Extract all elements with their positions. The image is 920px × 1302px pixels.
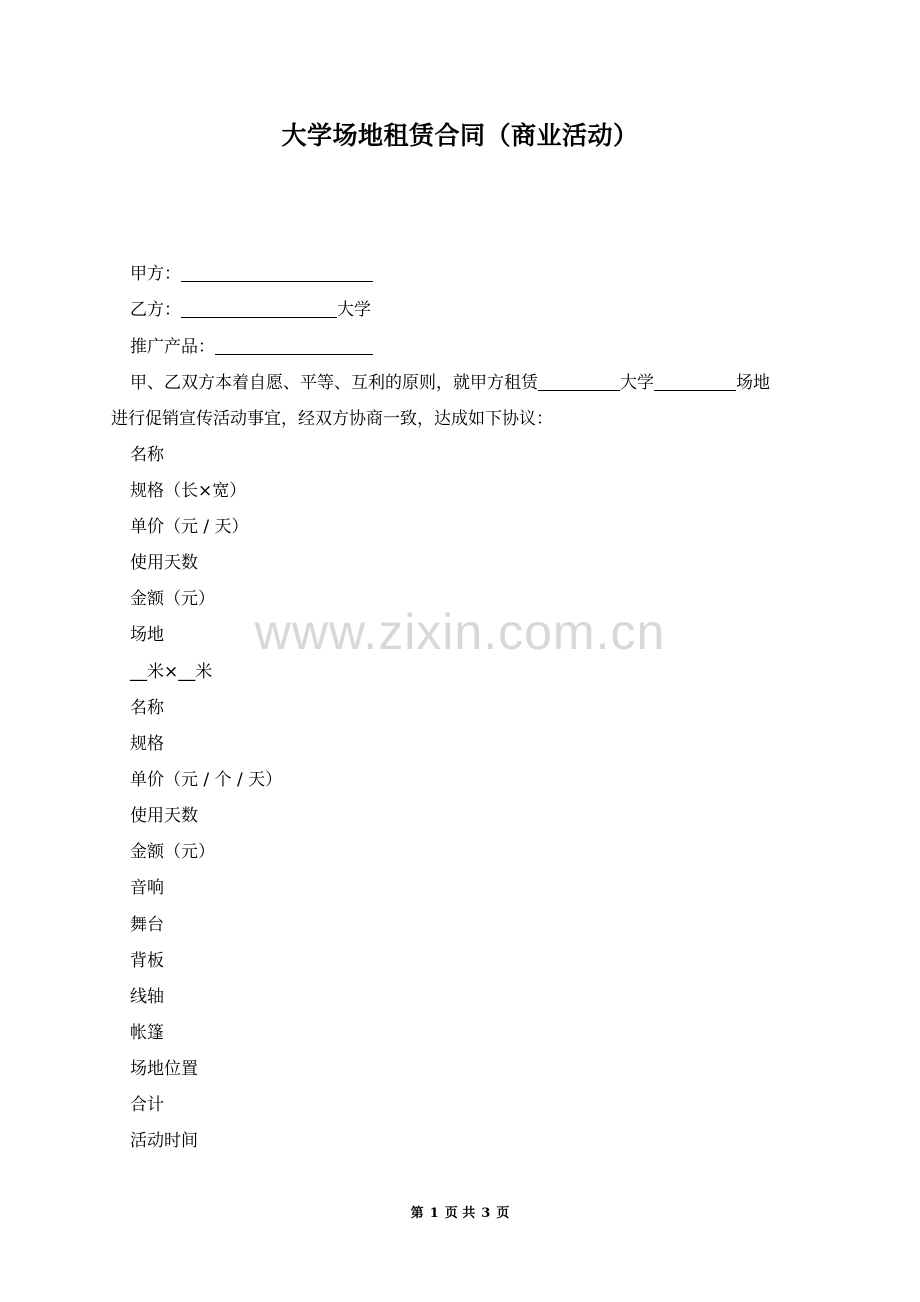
list-item: 活动时间 [130, 1131, 198, 1151]
party-b-label: 乙方： [130, 300, 181, 320]
party-a-label: 甲方： [130, 264, 181, 284]
list-item: 使用天数 [130, 553, 198, 573]
product-label: 推广产品： [130, 337, 215, 357]
party-b-blank [181, 299, 337, 318]
list-item: 音响 [130, 878, 164, 898]
intro-part-2: 大学 [620, 373, 654, 393]
list-item: 背板 [130, 951, 164, 971]
list-item: __米×__米 [130, 662, 213, 682]
list-item: 帐篷 [130, 1023, 164, 1043]
product-blank [215, 336, 373, 355]
party-a-blank [181, 263, 373, 282]
list-item: 舞台 [130, 915, 164, 935]
intro-line-1 [130, 371, 770, 395]
list-item: 线轴 [130, 987, 164, 1007]
list-item: 单价（元 / 天） [130, 517, 249, 537]
intro-blank-1 [538, 372, 620, 391]
party-b-line [130, 298, 371, 322]
footer-suffix: 页 [496, 1206, 510, 1221]
page-footer [0, 1204, 920, 1224]
list-item: 名称 [130, 445, 164, 465]
footer-current-page: 1 [429, 1206, 439, 1221]
list-item: 规格（长×宽） [130, 481, 247, 501]
list-item: 场地位置 [130, 1059, 198, 1079]
list-item: 名称 [130, 698, 164, 718]
party-a-line [130, 262, 373, 286]
list-item: 金额（元） [130, 589, 215, 609]
intro-line-2: 进行促销宣传活动事宜，经双方协商一致，达成如下协议： [111, 409, 553, 429]
footer-prefix: 第 [410, 1206, 424, 1221]
footer-total-pages: 3 [481, 1206, 491, 1221]
list-item: 场地 [130, 625, 164, 645]
party-b-suffix: 大学 [337, 300, 371, 320]
intro-blank-2 [654, 372, 736, 391]
list-item: 合计 [130, 1095, 164, 1115]
product-line [130, 335, 373, 359]
footer-mid: 页 共 [444, 1206, 476, 1221]
document-title: 大学场地租赁合同（商业活动） [281, 121, 639, 150]
list-item: 规格 [130, 734, 164, 754]
watermark: www.zixin.com.cn [254, 604, 666, 660]
list-item: 金额（元） [130, 842, 215, 862]
intro-part-1: 甲、乙双方本着自愿、平等、互利的原则，就甲方租赁 [130, 373, 538, 393]
list-item: 使用天数 [130, 806, 198, 826]
list-item: 单价（元 / 个 / 天） [130, 770, 283, 790]
intro-part-3: 场地 [736, 373, 770, 393]
